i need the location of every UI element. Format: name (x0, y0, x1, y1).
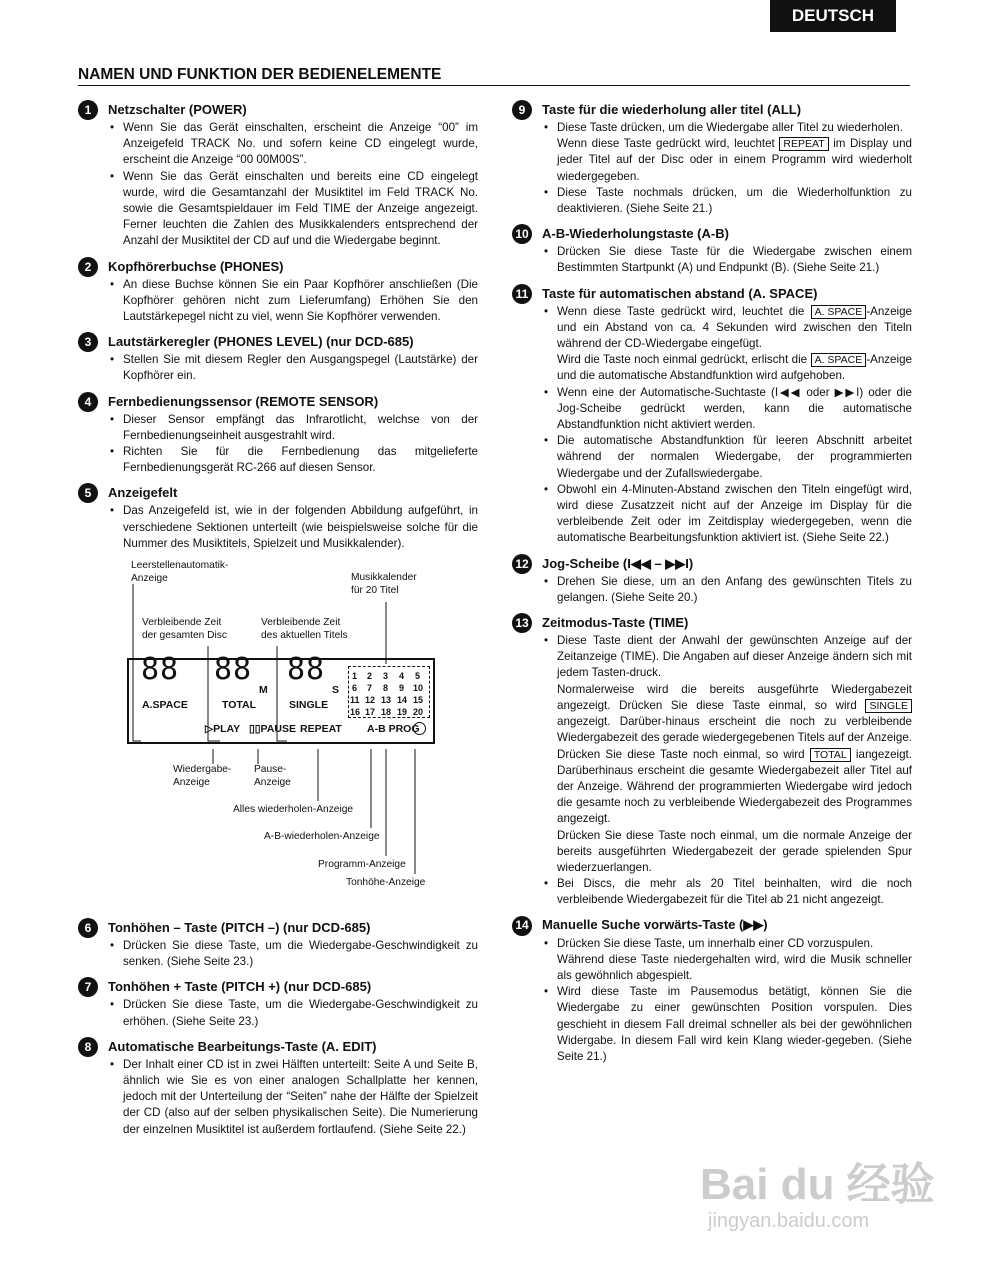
cal-num: 11 (350, 695, 360, 706)
label-ab: A-B-wiederholen-Anzeige (264, 831, 380, 843)
section-2 (78, 257, 478, 326)
aspace-box: A. SPACE (811, 353, 867, 367)
bullet: • Bei Discs, die mehr als 20 Titel beinhalten, wird die noch verbleibende Wiedergabezeit für die Titel ab 21 nicht angezeigt. (544, 876, 912, 908)
cal-num: 19 (397, 707, 408, 718)
cal-num: 8 (383, 683, 389, 694)
page-title: NAMEN UND FUNKTION DER BEDIENELEMENTE (78, 66, 910, 86)
bullet: • Wenn diese Taste gedrückt wird, leuchtet die A. SPACE -Anzeige und ein Abstand von ca. 4 Sekunden wird zwischen den Titeln während der CD-Wiedergabe eingefügt. Wird die Taste noch einmal gedrückt, erlischt die A. SPACE -Anzeige und die automatische Abstandfunktion wird aufgehoben. (544, 304, 912, 385)
section-9 (512, 100, 912, 217)
bullet: • Stellen Sie mit diesem Regler den Ausgangspegel (Lautstärke) der Kopfhörer ein. (110, 352, 478, 384)
label-repeat: Alles wiederholen-Anzeige (233, 804, 354, 816)
section-1 (78, 100, 478, 250)
bullet: • Drücken Sie diese Taste, um die Wiedergabe-Geschwindigkeit zu senken. (Siehe Seite 23.) (110, 938, 478, 970)
bullet: • An diese Buchse können Sie ein Paar Kopfhörer anschließen (Die Kopfhörer gehören nicht zum Lieferumfang) Erhöhen Sie den Lautstärkepegel nicht zu viel, wenn Sie Kopfhörer verwenden. (110, 277, 478, 326)
bullet: • Richten Sie für die Fernbedienung das mitgelieferte Fernbedienungsgerät RC-266 auf diesen Sensor. (110, 444, 478, 476)
label-pitch: Tonhöhe-Anzeige (346, 877, 426, 889)
section-5 (78, 483, 478, 906)
bullet: • Diese Taste drücken, um die Wiedergabe aller Titel zu wiederholen. Wenn diese Taste gedrückt wird, leuchtet REPEAT im Display und jeder Titel auf der Disc oder in einem Programm wird wiederholt wiedergegeben. (544, 120, 912, 185)
number-badge: 14 (512, 916, 532, 936)
bullet: • Wenn Sie das Gerät einschalten, erscheint die Anzeige “00” im Anzeigefeld TRACK No. und sofern keine CD eingelegt wurde, erscheint die Anzeige “00 00M00S”. (110, 120, 478, 169)
cal-num: 13 (381, 695, 392, 706)
section-14 (512, 916, 912, 1066)
section-heading: A-B-Wiederholungstaste (A-B) (542, 226, 729, 242)
number-badge: 12 (512, 554, 532, 574)
section-7 (78, 977, 478, 1029)
section-heading: Taste für die wiederholung aller titel (ALL) (542, 101, 802, 117)
number-badge: 5 (78, 483, 98, 503)
section-3 (78, 332, 478, 384)
cal-num: 2 (367, 671, 373, 682)
label-prog: Programm-Anzeige (318, 859, 406, 871)
bullet: • Drehen Sie diese, um an den Anfang des gewünschten Titels zu gelangen. (Siehe Seite 20.) (544, 574, 912, 606)
cal-num: 20 (413, 707, 424, 718)
section-13 (512, 613, 912, 908)
bullet: • Das Anzeigefeld ist, wie in der folgenden Abbildung aufgeführt, in verschiedene Sektionen unterteilt (wie beispielsweise solche für die Nummer des Musiktitels, Spielzeit und Musikkalender). (110, 503, 478, 552)
label-pause: Pause- Anzeige (254, 764, 291, 788)
bullet: • Diese Taste nochmals drücken, um die Wiederholfunktion zu deaktivieren. (Siehe Seite 21.) (544, 185, 912, 217)
section-heading: Jog-Scheibe (I◀◀ – ▶▶I) (542, 555, 694, 571)
pause-indicator: ▯▯PAUSE (249, 723, 296, 736)
minute-mark: M (259, 684, 268, 697)
bullet: • Drücken Sie diese Taste für die Wiedergabe zwischen einem Bestimmten Startpunkt (A) und Endpunkt (B). (Siehe Seite 21.) (544, 244, 912, 276)
section-8 (78, 1037, 478, 1138)
total-box: TOTAL (810, 748, 851, 762)
ab-prog-indicator: A-B PROG (367, 723, 420, 736)
cal-num: 12 (365, 695, 376, 706)
section-heading: Taste für automatischen abstand (A. SPACE) (542, 285, 818, 301)
label-play: Wiedergabe- Anzeige (173, 764, 232, 788)
label-calendar: Musikkalender für 20 Titel (351, 572, 417, 596)
section-11 (512, 284, 912, 547)
section-6 (78, 918, 478, 970)
section-heading: Anzeigefelt (108, 485, 178, 501)
label-aspace: Leerstellenautomatik- Anzeige (131, 560, 229, 584)
single-box: SINGLE (865, 699, 912, 713)
bullet: • Drücken Sie diese Taste, um die Wiedergabe-Geschwindigkeit zu erhöhen. (Siehe Seite 23.) (110, 997, 478, 1029)
section-heading: Fernbedienungssensor (REMOTE SENSOR) (108, 393, 379, 409)
bullet: • Der Inhalt einer CD ist in zwei Hälften unterteilt: Seite A und Seite B, ähnlich wie Sie es von einer analogen Schallplatte her kennen, jedoch mit der Unterteilung der “Seiten” nahe der Hälfte der Spielzeit der CD (also auf der selben physikalischen Seite). Die Numerierung der einzelnen Musiktitel ist außerdem fortlaufend. (Siehe Seite 22.) (110, 1057, 478, 1138)
cal-num: 5 (415, 671, 421, 682)
bullet: • Die automatische Abstandfunktion für leeren Abschnitt arbeitet während der normalen Wiedergabe, der programmierten Wiedergabe und der Zufallswiedergabe. (544, 433, 912, 482)
play-indicator: ▷PLAY (205, 723, 241, 736)
cal-num: 16 (350, 707, 361, 718)
single-indicator: SINGLE (289, 699, 329, 712)
number-badge: 7 (78, 977, 98, 997)
section-heading: Zeitmodus-Taste (TIME) (542, 614, 689, 630)
section-heading: Automatische Bearbeitungs-Taste (A. EDIT) (108, 1038, 377, 1054)
watermark-logo: Bai du 经验 (700, 1160, 935, 1209)
music-calendar (348, 666, 430, 718)
cal-num: 14 (397, 695, 408, 706)
cal-num: 17 (365, 707, 376, 718)
bullet: • Drücken Sie diese Taste, um innerhalb einer CD vorzuspulen. Während diese Taste niedergehalten wird, wird die Musik schneller als gewöhnlich abgespielt. (544, 936, 912, 985)
left-column (78, 100, 478, 1145)
watermark-url: jingyan.baidu.com (708, 1210, 870, 1232)
bullet: • Obwohl ein 4-Minuten-Abstand zwischen den Titeln eingefügt wird, wird diese Zusatzzeit nicht auf der Anzeige im Display für die verbleibende Zeit oder im Zeitdisplay wiedergegeben, wenn die automatische Bearbeitungsfunktion aktiviert ist. (Siehe Seite 22.) (544, 482, 912, 547)
cal-num: 3 (383, 671, 389, 682)
cal-num: 18 (381, 707, 392, 718)
bullet: • Wenn Sie das Gerät einschalten und bereits eine CD eingelegt wurde, wird die Gesamtanzahl der Musiktitel im Feld TRACK No. sowie die Gesamtspieldauer im Feld TIME der Anzeige angezeigt. Ferner leuchten die Zahlen des Musikkalenders entsprechend der Anzahl der Musiktitel der CD auf und die Wiedergabe beginnt. (110, 169, 478, 250)
cal-num: 4 (399, 671, 405, 682)
bullet: • Wird diese Taste im Pausemodus betätigt, können Sie die Wiedergabe zu einer gewünschten Position vorspulen. Dies geschieht in diesem Fall dreimal schneller als bei der gewöhnlichen Widergabe. In diesem Fall wird kein Klang wieder-gegeben. (Siehe Seite 21.) (544, 984, 912, 1065)
repeat-box: REPEAT (779, 137, 828, 151)
minute-digits: 88 (214, 652, 253, 688)
section-heading: Kopfhörerbuchse (PHONES) (108, 258, 284, 274)
number-badge: 6 (78, 918, 98, 938)
cal-num: 9 (399, 683, 405, 694)
cal-num: 15 (413, 695, 424, 706)
section-heading: Netzschalter (POWER) (108, 101, 247, 117)
section-12 (512, 554, 912, 606)
section-heading: Tonhöhen + Taste (PITCH +) (nur DCD-685) (108, 979, 372, 995)
second-digits: 88 (287, 652, 326, 688)
cal-num: 7 (367, 683, 373, 694)
second-mark: S (332, 684, 340, 697)
total-indicator: TOTAL (222, 699, 257, 712)
number-badge: 3 (78, 332, 98, 352)
cal-num: 1 (352, 671, 358, 682)
display-diagram (78, 560, 478, 906)
section-heading: Tonhöhen – Taste (PITCH –) (nur DCD-685) (108, 919, 371, 935)
number-badge: 10 (512, 224, 532, 244)
repeat-indicator: REPEAT (300, 723, 342, 736)
label-total: Verbleibende Zeit der gesamten Disc (142, 617, 227, 641)
section-4 (78, 392, 478, 477)
lcd-display (127, 652, 435, 744)
pitch-icon (413, 722, 426, 735)
bullet: • Dieser Sensor empfängt das Infrarotlicht, welchse von der Fernbedienungseinheit ausgestrahlt wird. (110, 412, 478, 444)
section-10 (512, 224, 912, 276)
section-heading: Lautstärkeregler (PHONES LEVEL) (nur DCD-685) (108, 334, 414, 350)
aspace-box: A. SPACE (811, 305, 867, 319)
right-column (512, 100, 912, 1072)
bullet: • Diese Taste dient der Anwahl der gewünschten Anzeige auf der Zeitanzeige (TIME). Die Angaben auf dieser Anzeige ändern sich mit jedem Tasten-druck. Normalerweise wird die bereits ausgeführte Wiedergabezeit angezeigt. Drücken Sie diese Taste einmal, so wird SINGLE angezeigt. Darüber-hinaus erscheint die noch zu verbleibende Wiedergabezeit des gerade wiedergegebenen Titels auf der Anzeige. Drücken Sie diese Taste noch einmal, so wird TOTAL iangezeigt. Darüberhinaus erscheint die gesamte Wiedergabezeit aller Titel auf der Anzeige. Während der programmierten Wiedergabe wird jedoch die gesamte noch zu verbleibende Wiedergabezeit des Programmes angezeigt. Drücken Sie diese Taste noch einmal, um die normale Anzeige der bereits ausgeführten Wiedergabezeit der gerade spielenden Spur wiederzuerlangen. (544, 633, 912, 876)
label-single: Verbleibende Zeit des aktuellen Titels (261, 617, 348, 641)
number-badge: 11 (512, 284, 532, 304)
number-badge: 2 (78, 257, 98, 277)
cal-num: 6 (352, 683, 358, 694)
number-badge: 9 (512, 100, 532, 120)
number-badge: 4 (78, 392, 98, 412)
aspace-indicator: A.SPACE (142, 699, 188, 712)
number-badge: 13 (512, 613, 532, 633)
number-badge: 1 (78, 100, 98, 120)
track-digits: 88 (141, 652, 180, 688)
cal-num: 10 (413, 683, 424, 694)
number-badge: 8 (78, 1037, 98, 1057)
bullet: • Wenn eine der Automatische-Suchtaste (I◀◀ oder ▶▶I) oder die Jog-Scheibe gedrückt werden, kann die automatische Abstandfunktion nicht aktiviert werden. (544, 385, 912, 434)
section-heading: Manuelle Suche vorwärts-Taste (▶▶) (542, 917, 768, 933)
language-tab: DEUTSCH (770, 0, 896, 32)
